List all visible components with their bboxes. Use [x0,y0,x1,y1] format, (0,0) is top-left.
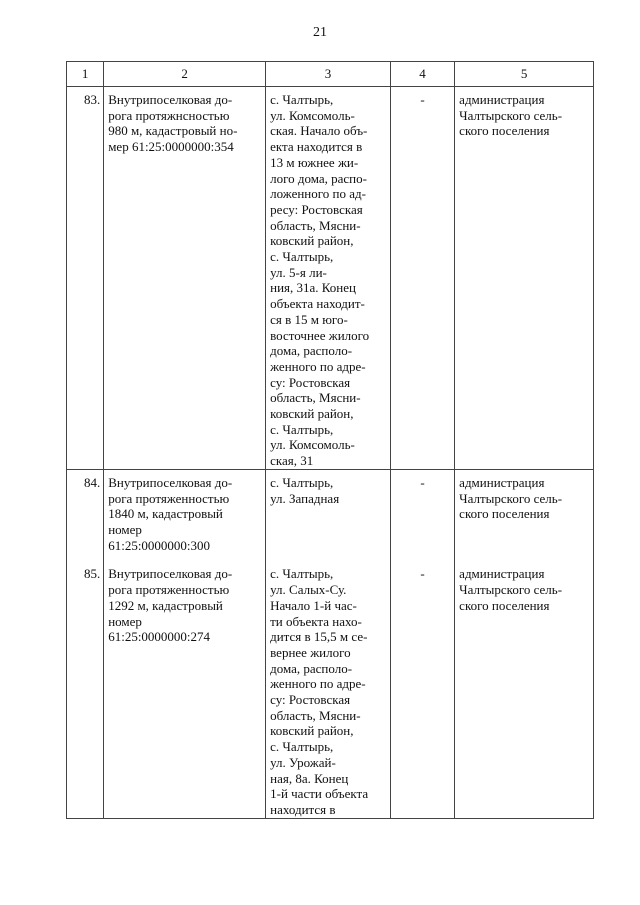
cell-line: дится в 15,5 м се- [270,629,368,645]
cell-line: су: Ростовская [270,692,351,708]
cell-line: ресу: Ростовская [270,201,363,217]
cell-line: мер 61:25:0000000:354 [108,139,234,155]
cell-line: область, Мясни- [270,707,361,723]
cell-line: ся в 15 м юго- [270,311,348,327]
cell-line: 13 м южнее жи- [270,154,359,170]
cell-line: Чалтырского сель- [459,582,563,598]
roads-table [66,61,594,819]
cell-line: Внутрипоселковая до- [108,474,233,490]
cell-line: администрация [459,474,545,490]
cell-line: дома, располо- [270,343,353,359]
cell-line: восточнее жилого [270,327,370,343]
object-name [104,87,266,470]
object-name [104,561,266,818]
cell-line: находится в [270,801,336,817]
cell-line: ложенного по ад- [270,186,366,202]
cell-line: с. Чалтырь, [270,474,334,490]
table-row [67,561,594,818]
table-body [67,87,594,819]
object-name [104,469,266,561]
row-number: 85. [67,561,104,818]
cell-line: 61:25:0000000:300 [108,537,211,553]
cell-line: с. Чалтырь, [270,92,334,107]
object-location [266,87,391,470]
object-location [266,469,391,561]
owner [455,469,594,561]
cell-line: ковский район, [270,406,354,422]
column-header: 1 [67,62,104,87]
cell-line: ул. Салых-Су. [270,582,347,598]
cell-line: екта находится в [270,139,363,155]
table-row [67,87,594,470]
column-header: 5 [455,62,594,87]
cell-line: Чалтырского сель- [459,107,563,123]
column-header: 4 [390,62,454,87]
object-location [266,561,391,818]
cell-line: рога протяженностью [108,582,230,598]
cell-line: ковский район, [270,723,354,739]
cell-line: вернее жилого [270,644,351,660]
cell-line: с. Чалтырь, [270,739,334,755]
cell-line: ул. Урожай- [270,754,336,770]
row-number: 84. [67,469,104,561]
cell-line: ул. Комсомоль- [270,437,355,453]
column-header: 3 [266,62,391,87]
cell-line: ского поселения [459,123,550,139]
cell-line: 1292 м, кадастровый [108,597,223,613]
cell-line: Внутрипоселковая до- [108,92,233,107]
row-number: 83. [67,87,104,470]
column-4-value: - [390,469,454,561]
cell-line: 61:25:0000000:274 [108,629,211,645]
cell-line: администрация [459,566,545,582]
owner [455,561,594,818]
cell-line: ул. 5-я ли- [270,264,327,280]
column-header: 2 [104,62,266,87]
cell-line: рога протяженностью [108,490,230,506]
cell-line: ул. Комсомоль- [270,107,355,123]
cell-line: ковский район, [270,233,354,249]
cell-line: ского поселения [459,506,550,522]
cell-line: Чалтырского сель- [459,490,563,506]
table-row [67,469,594,561]
cell-line: су: Ростовская [270,374,351,390]
table-header-row [67,62,594,87]
cell-line: 1840 м, кадастровый [108,506,223,522]
column-4-value: - [390,87,454,470]
cell-line: с. Чалтырь, [270,421,334,437]
cell-line: область, Мясни- [270,217,361,233]
cell-line: номер [108,521,142,537]
cell-line: женного по адре- [270,358,366,374]
cell-line: ния, 31а. Конец [270,280,356,296]
cell-line: администрация [459,92,545,107]
cell-line: рога протяжнсностью [108,107,230,123]
cell-line: объекта находит- [270,296,365,312]
cell-line: 1-й части объекта [270,786,369,802]
cell-line: женного по адре- [270,676,366,692]
cell-line: область, Мясни- [270,390,361,406]
cell-line: 980 м, кадастровый но- [108,123,238,139]
cell-line: с. Чалтырь, [270,249,334,265]
cell-line: дома, располо- [270,660,353,676]
owner [455,87,594,470]
cell-line: ная, 8а. Конец [270,770,349,786]
cell-line: ского поселения [459,597,550,613]
cell-line: с. Чалтырь, [270,566,334,582]
cell-line: номер [108,613,142,629]
cell-line: Внутрипоселковая до- [108,566,233,582]
cell-line: ул. Западная [270,490,340,506]
column-4-value: - [390,561,454,818]
cell-line: ская, 31 [270,453,314,469]
cell-line: ти объекта нахо- [270,613,362,629]
cell-line: Начало 1-й час- [270,597,357,613]
cell-line: ская. Начало объ- [270,123,368,139]
cell-line: лого дома, распо- [270,170,367,186]
page-number: 21 [313,25,327,40]
